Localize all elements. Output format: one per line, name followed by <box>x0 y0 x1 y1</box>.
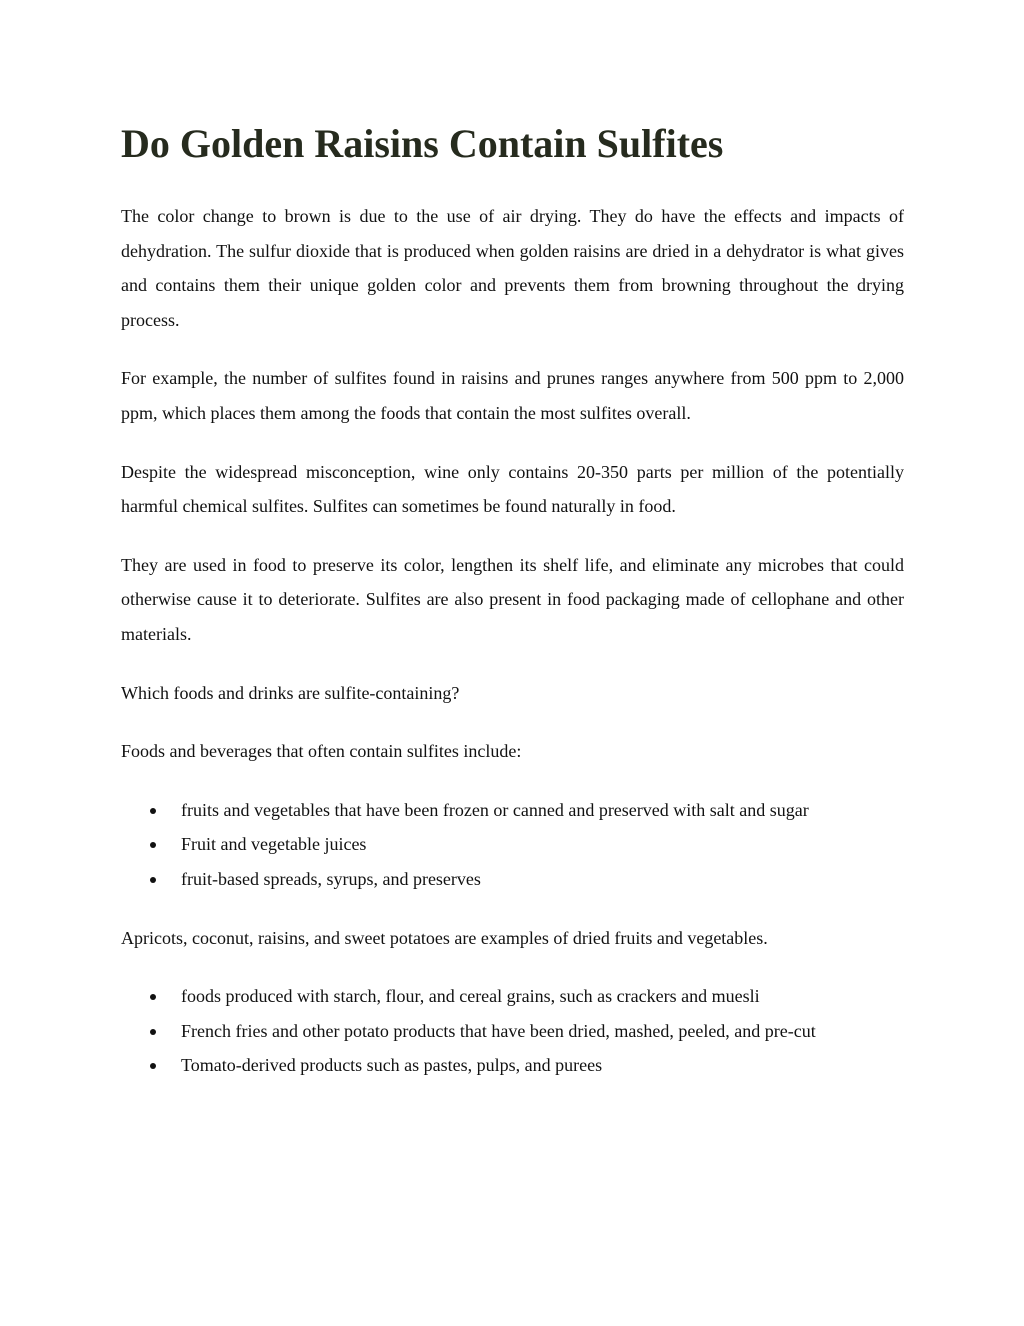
list-item-text: Tomato-derived products such as pastes, pulps, and purees <box>181 1055 603 1076</box>
paragraph-food-preservation: They are used in food to preserve its color, lengthen its shelf life, and eliminate any microbes that could otherwise cause it to deteriorate. Sulfites are also present in food packaging made of cellophane and other materials. <box>121 554 904 644</box>
paragraph-air-drying: The color change to brown is due to the use of air drying. They do have the effects and impacts of dehydration. The sulfur dioxide that is produced when golden raisins are dried in a dehydrator is what gives and contains them their unique golden color and prevents them from browning throughout the drying process. <box>121 206 904 330</box>
bullet-icon <box>150 994 156 1000</box>
paragraph-wine-misconception: Despite the widespread misconception, wine only contains 20-350 parts per million of the potentially harmful chemical sulfites. Sulfites can sometimes be found naturally in food. <box>121 461 904 517</box>
paragraph-list-intro: Foods and beverages that often contain sulfites include: <box>121 741 522 762</box>
bullet-icon <box>150 808 156 814</box>
list-item-text: foods produced with starch, flour, and cereal grains, such as crackers and muesli <box>181 986 760 1007</box>
list-item-text: Fruit and vegetable juices <box>181 834 367 855</box>
paragraph-question: Which foods and drinks are sulfite-containing? <box>121 682 460 703</box>
list-item-text: French fries and other potato products that have been dried, mashed, peeled, and pre-cut <box>181 1020 816 1041</box>
list-item <box>121 827 904 862</box>
list-item <box>121 862 904 897</box>
list-item <box>121 793 904 828</box>
list-item <box>121 1048 904 1083</box>
list-item <box>121 1014 904 1049</box>
bullet-icon <box>150 842 156 848</box>
list-item-text: fruit-based spreads, syrups, and preserves <box>181 868 481 889</box>
bullet-icon <box>150 1029 156 1035</box>
bullet-icon <box>150 877 156 883</box>
document-title: Do Golden Raisins Contain Sulfites <box>121 121 724 166</box>
document-page <box>121 118 904 1083</box>
bullet-icon <box>150 1063 156 1069</box>
list-item <box>121 979 904 1014</box>
paragraph-sulfite-ranges: For example, the number of sulfites found in raisins and prunes ranges anywhere from 500 ppm to 2,000 ppm, which places them among the foods that contain the most sulfites overall. <box>121 368 904 423</box>
bullet-list-products <box>121 979 904 1083</box>
paragraph-dried-fruits: Apricots, coconut, raisins, and sweet potatoes are examples of dried fruits and vegetables. <box>121 927 768 948</box>
bullet-list-foods <box>121 793 904 897</box>
list-item-text: fruits and vegetables that have been frozen or canned and preserved with salt and sugar <box>181 799 809 820</box>
